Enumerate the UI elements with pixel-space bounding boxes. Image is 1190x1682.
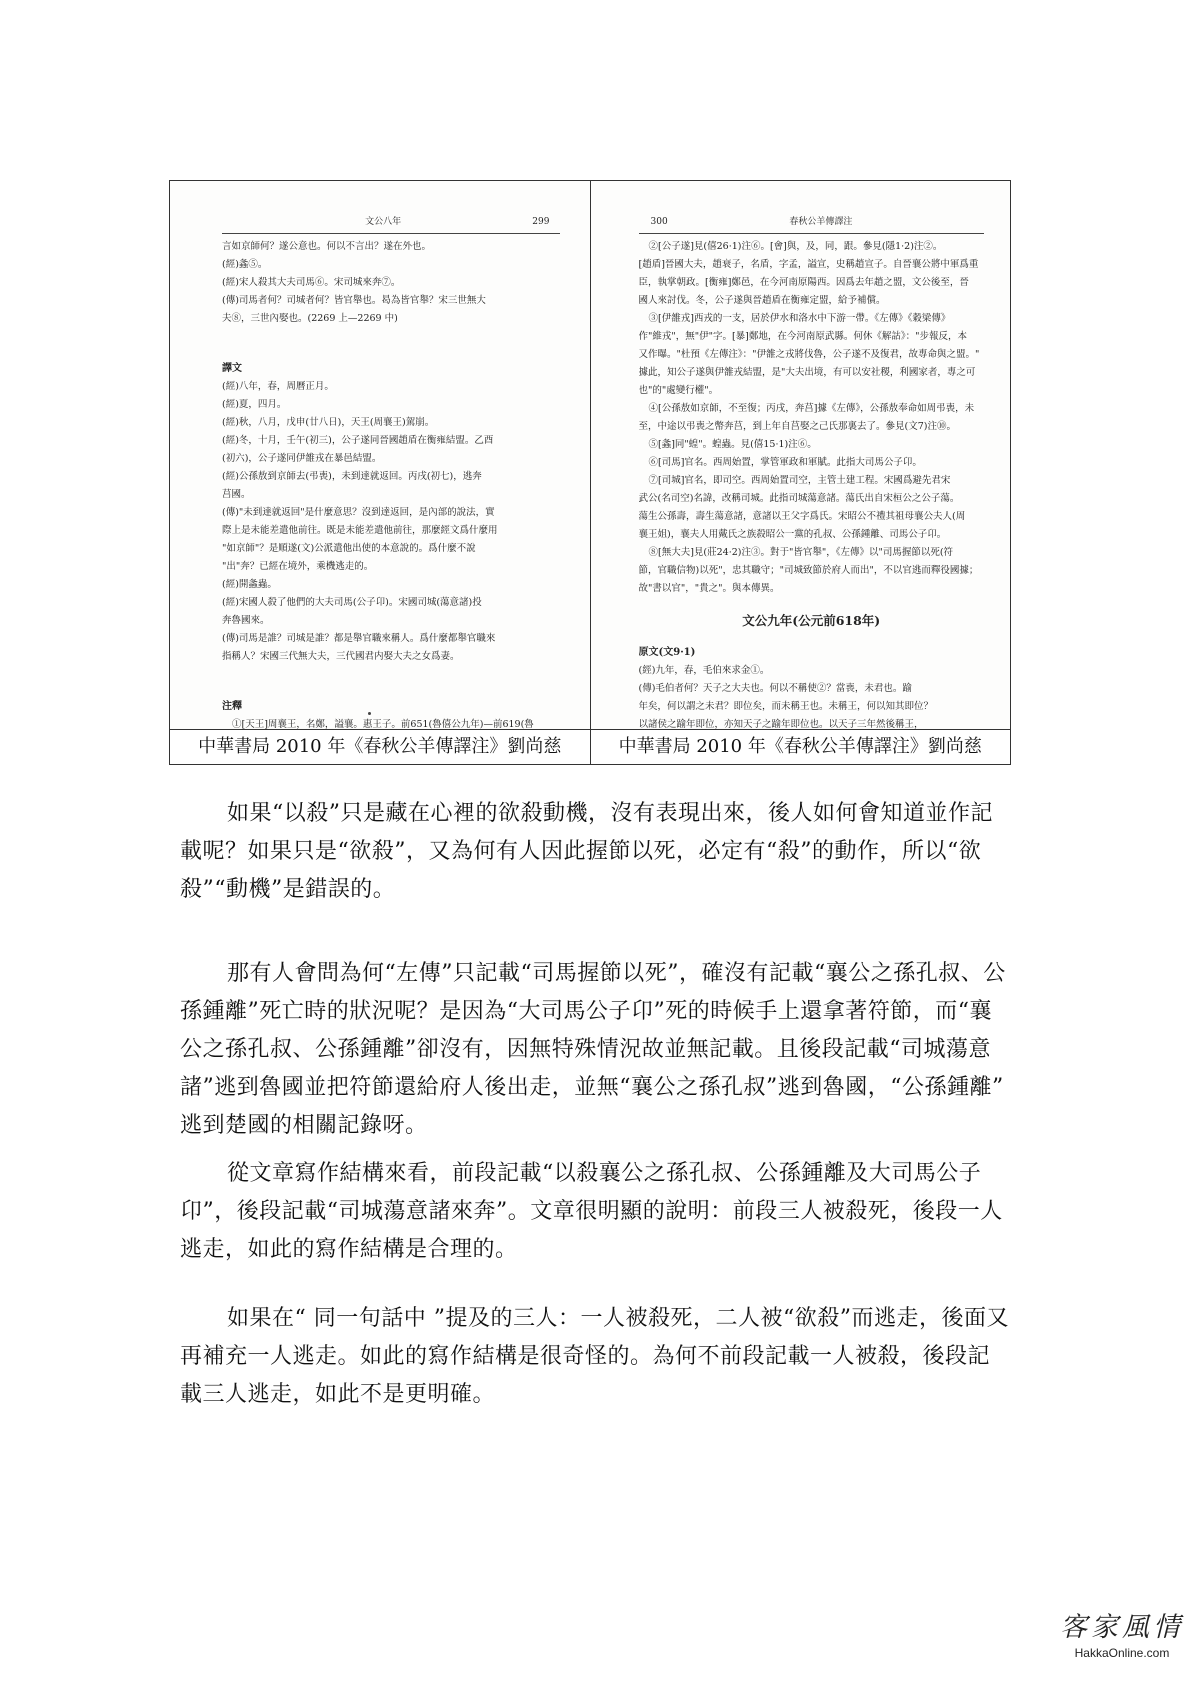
scan-text-line: 至，中途以弔喪之幣奔莒，到上年自莒娶之己氏那裏去了。參見(文7)注⑩。: [638, 421, 956, 432]
scan-text-line: (經)螽⑤。: [222, 259, 268, 270]
left-page-scan: [170, 181, 590, 729]
scan-text-line: (傳)"未到達就返回"是什麼意思？沒到達返回，是內部的說法，實: [222, 507, 495, 518]
scan-text-line: 譯文: [222, 363, 242, 374]
scan-text-line: 際上是未能差遣他前往。既是未能差遣他前往，那麼經文爲什麼用: [222, 525, 498, 536]
scan-text-line: 武公(名司空)名諱，改稱司城。此指司城蕩意諸。蕩氏出自宋桓公之公子蕩。: [638, 493, 960, 504]
left-page-number: 299: [532, 217, 550, 227]
right-page-header: [639, 213, 985, 234]
scan-text-line: 以諸侯之踰年即位，亦知天子之踰年即位也。以天子三年然後稱王，: [638, 719, 924, 729]
logo-mark: 客家風情: [1060, 1612, 1184, 1643]
scan-text-line: (經)開螽蟲。: [222, 579, 277, 590]
scan-text-line: ①[天王]周襄王，名鄭，謚襄。惠王子。前651(魯僖公九年)—前619(魯: [232, 719, 534, 729]
scan-text-line: 原文(文9·1): [638, 647, 696, 658]
scan-text-line: 言如京師何？遂公意也。何以不言出？遂在外也。: [222, 241, 432, 252]
scan-text-line: [趙盾]晉國大夫，趙衰子，名盾，字孟，謚宣，史稱趙宣子。自晉襄公將中軍爲重: [638, 259, 979, 270]
paragraph-3: 從文章寫作結構來看，前段記載“以殺襄公之孫孔叔、公孫鍾離及大司馬公子卬”，後段記載“司城蕩意諸來奔”。文章很明顯的說明：前段三人被殺死，後段一人逃走，如此的寫作結構是合理的。: [180, 1161, 1003, 1262]
scan-text-line: 也"的"處變行權"。: [638, 385, 719, 396]
scan-text-line: 蕩生公孫壽，壽生蕩意諸，意諸以王父字爲氏。宋昭公不禮其祖母襄公夫人(周: [638, 511, 966, 522]
hakka-online-logo: [1058, 1612, 1186, 1660]
scan-text-line: (傳)司馬者何？司城者何？皆官舉也。曷為皆官舉？宋三世無大: [222, 295, 486, 306]
left-page-text: [222, 238, 560, 729]
scan-text-line: ④[公孫敖如京師，不至復；丙戌，奔莒]據《左傳》，公孫敖奉命如周弔喪，未: [648, 403, 975, 414]
scan-text-line: 國人來討伐。冬，公子遂與晉趙盾在衡雍定盟，給予補償。: [638, 295, 886, 306]
right-page-text: [639, 238, 985, 598]
scan-text-line: (經)九年，春，毛伯來求金①。: [638, 665, 770, 676]
left-page-header: [222, 213, 560, 234]
scan-text-line: 奔魯國來。: [222, 615, 270, 626]
scan-text-line: (經)秋，八月，戊申(廿八日)，天王(周襄王)駕崩。: [222, 417, 435, 428]
paragraph-2: 那有人會問為何“左傳”只記載“司馬握節以死”，確沒有記載“襄公之孫孔叔、公孫鍾離”死亡時的狀況呢？是因為“大司馬公子卬”死的時候手上還拿著符節，而“襄公之孫孔叔、公孫鍾離”卻沒有，因無特殊情況故並無記載。且後段記載“司城蕩意諸”逃到魯國並把符節還給府人後出走，並無“襄公之孫孔叔”逃到魯國，“公孫鍾離” 逃到楚國的相關記錄呀。: [180, 961, 1006, 1138]
scan-text-line: ③[伊雒戎]西戎的一支，居於伊水和洛水中下游一帶。《左傳》《穀梁傳》: [648, 313, 951, 324]
scan-speck: [368, 712, 371, 715]
scan-text-line: 注釋: [222, 701, 242, 712]
scan-text-line: (初六)，公子遂同伊雒戎在暴邑結盟。: [222, 453, 382, 464]
scan-figure-table: [169, 180, 1011, 765]
scan-text-line: ⑤[螽]同"蝗"。蝗蟲。見(僖15·1)注⑥。: [648, 439, 817, 450]
caption-right: 中華書局 2010 年《春秋公羊傳譯注》劉尚慈: [590, 730, 1011, 765]
scan-text-line: 故"書以官"，"貴之"。與本傳異。: [638, 583, 780, 594]
scan-text-line: 襄王姐)，襄夫人用戴氏之族殺昭公一黨的孔叔、公孫鍾離、司馬公子卬。: [638, 529, 947, 540]
scan-text-line: (經)八年，春，周曆正月。: [222, 381, 334, 392]
caption-left: 中華書局 2010 年《春秋公羊傳譯注》劉尚慈: [170, 730, 591, 765]
scan-text-line: [222, 666, 560, 684]
scan-text-line: "如京師"？是順遂(文)公派遣他出使的本意說的。爲什麼不說: [222, 543, 476, 554]
scan-text-line: [222, 328, 560, 346]
paragraph-4: 如果在“ 同一句話中 ”提及的三人：一人被殺死，二人被“欲殺”而逃走，後面又再補充一人逃走。如此的寫作結構是很奇怪的。為何不前段記載一人被殺，後段記載三人逃走，如此不是更明確。: [180, 1306, 1009, 1407]
scan-text-line: ⑧[無大夫]見(莊24·2)注③。對于"皆官舉"，《左傳》以"司馬握節以死(符: [648, 547, 954, 558]
paragraph-1: 如果“以殺”只是藏在心裡的欲殺動機，沒有表現出來，後人如何會知道並作記載呢？如果只是“欲殺”，又為何有人因此握節以死，必定有“殺”的動作，所以“欲殺”“動機”是錯誤的。: [180, 801, 993, 902]
right-page-scan: [591, 181, 1011, 729]
scan-text-line: ②[公子遂]見(僖26·1)注⑥。[會]與，及，同，跟。參見(隱1·2)注②。: [648, 241, 943, 252]
scan-text-line: (傳)司馬是誰？司城是誰？都是舉官職來稱人。爲什麼都舉官職來: [222, 633, 496, 644]
scan-text-line: ⑥[司馬]官名。西周始置，掌管軍政和軍賦。此指大司馬公子卬。: [648, 457, 922, 468]
right-page-text-2: [639, 644, 985, 729]
scan-text-line: 夫⑧，三世內娶也。(2269 上—2269 中): [222, 313, 398, 324]
scan-text-line: 據此，知公子遂與伊雒戎結盟，是"大夫出境，有可以安社稷，利國家者，專之可: [638, 367, 976, 378]
scan-text-line: (經)宋人殺其大夫司馬⑥。宋司城來奔⑦。: [222, 277, 401, 288]
scan-text-line: (經)公孫敖到京師去(弔喪)，未到達就返回。丙戌(初七)，逃奔: [222, 471, 482, 482]
scan-text-line: (經)冬，十月，壬午(初三)，公子遂同晉國趙盾在衡雍結盟。乙酉: [222, 435, 494, 446]
scan-text-line: 作"維戎"，無"伊"字。[暴]鄭地，在今河南原武縣。何休《解詁》："步報反，本: [638, 331, 968, 342]
left-page-header-title: 文公八年: [365, 217, 402, 227]
left-scan-cell: [170, 181, 591, 730]
scan-text-line: 指稱人？宋國三代無大夫，三代國君内娶大夫之女爲妻。: [222, 651, 460, 662]
logo-site: HakkaOnline.com: [1074, 1646, 1170, 1660]
right-page-header-title: 春秋公羊傳譯注: [789, 217, 853, 227]
scan-text-line: (經)夏，四月。: [222, 399, 287, 410]
scan-text-line: "出"奔？已經在境外，乘機逃走的。: [222, 561, 374, 572]
scan-text-line: 又作曝。"杜預《左傳注》："伊雒之戎將伐魯，公子遂不及復君，故專命與之盟。": [638, 349, 980, 360]
scan-text-line: (經)宋國人殺了他們的大夫司馬(公子卬)。宋國司城(蕩意諸)投: [222, 597, 482, 608]
right-page-section-title: 文公九年(公元前618年): [742, 613, 881, 628]
scan-text-line: (傳)毛伯者何？天子之大夫也。何以不稱使②？當喪，未君也。踰: [638, 683, 912, 694]
scan-text-line: ⑦[司城]官名，即司空。西周始置司空，主管土建工程。宋國爲避先君宋: [648, 475, 951, 486]
right-scan-cell: [590, 181, 1011, 730]
scan-text-line: 節，官職信物)以死"，忠其職守；"司城致節於府人而出"，不以官逃而釋役國據；: [638, 565, 979, 576]
right-page-number: 300: [650, 217, 668, 227]
scan-text-line: 年矣，何以謂之未君？即位矣，而未稱王也。未稱王，何以知其即位？: [638, 701, 934, 712]
scan-text-line: 臣，執掌朝政。[衡雍]鄭邑，在今河南原陽西。因爲去年趙之盟，文公後至，晉: [638, 277, 969, 288]
scan-text-line: 莒國。: [222, 489, 251, 500]
